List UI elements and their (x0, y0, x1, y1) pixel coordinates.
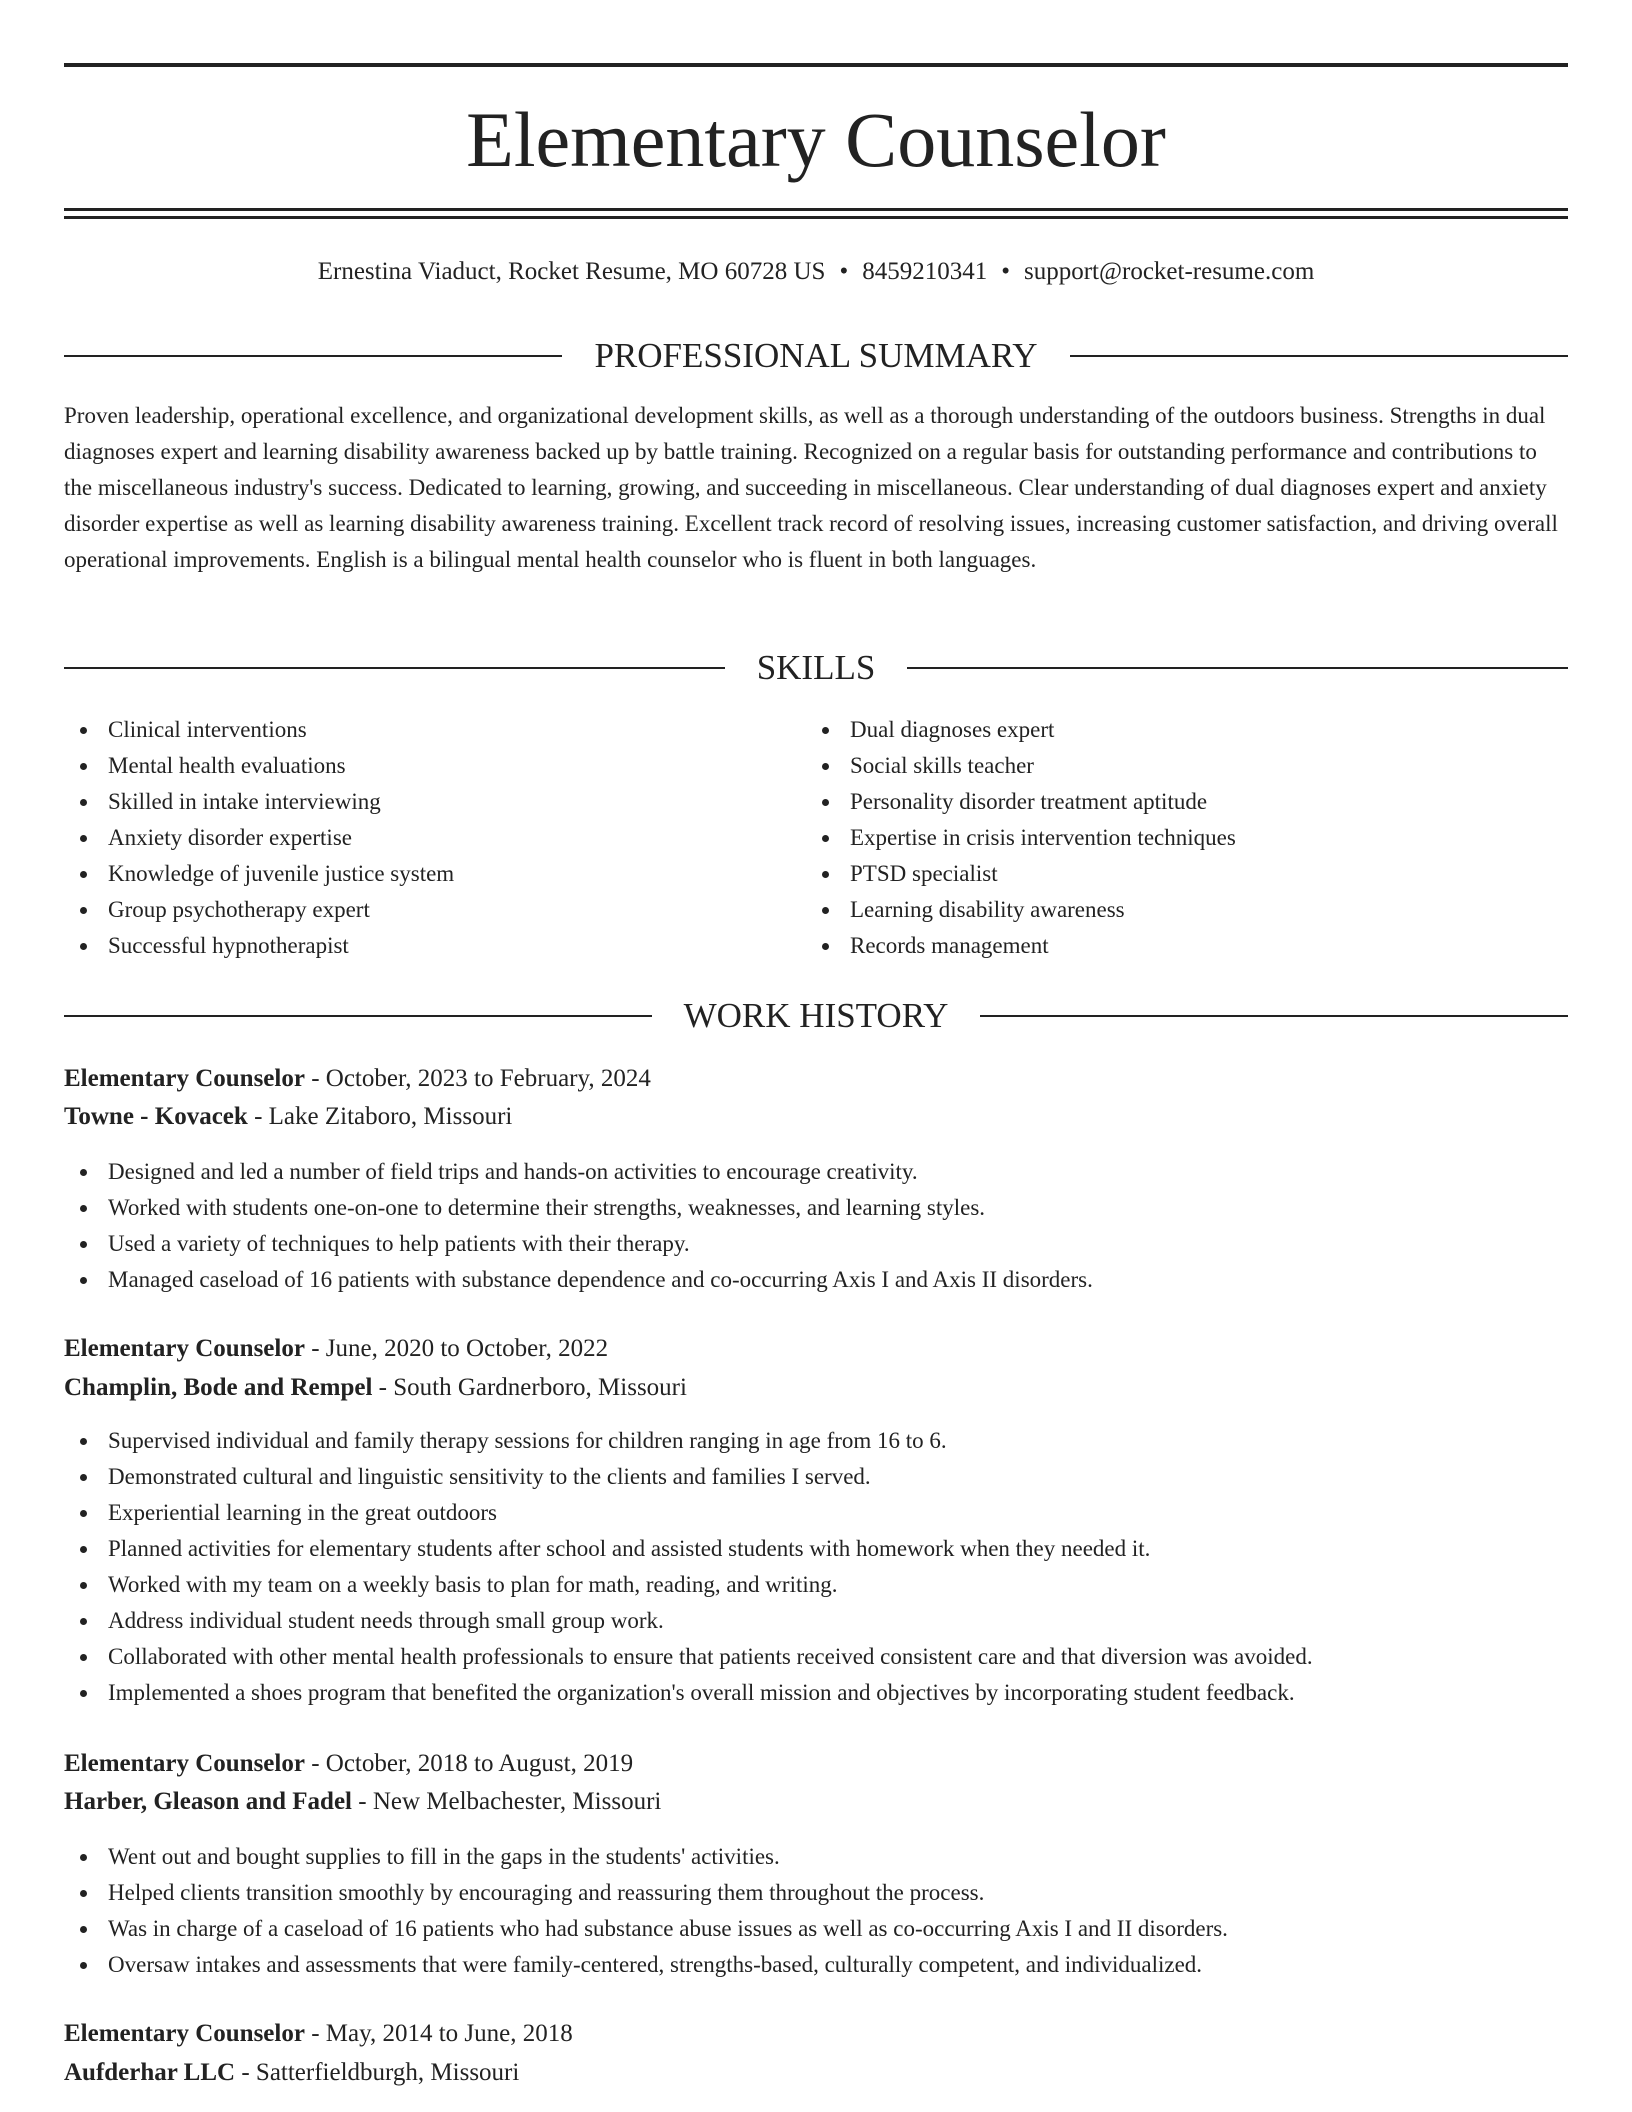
title-rule-lower (64, 216, 1568, 219)
job-dates: - October, 2018 to August, 2019 (304, 1750, 634, 1777)
job-bullet: Supervised individual and family therapy sessions for children ranging in age from 16 to 6. (64, 1423, 1568, 1459)
job-company-line (64, 1098, 1568, 1136)
title-rule-upper (64, 208, 1568, 211)
skill-item: Clinical interventions (64, 712, 764, 748)
job-company-line (64, 2054, 1568, 2092)
job-bullet: Designed and led a number of field trips and hands-on activities to encourage creativity. (64, 1154, 1568, 1190)
contact-separator: • (839, 258, 849, 285)
work-history-heading (64, 996, 1568, 1036)
contact-line (64, 256, 1568, 288)
heading-rule-right (980, 1015, 1568, 1017)
job-bullets (64, 1154, 1568, 1298)
skills-list-right (806, 712, 1568, 964)
job-company: Champlin, Bode and Rempel (64, 1374, 373, 1401)
job-bullet: Worked with my team on a weekly basis to plan for math, reading, and writing. (64, 1567, 1568, 1603)
job-title-line (64, 2015, 1568, 2053)
job-bullet: Implemented a shoes program that benefited the organization's overall mission and objectives by incorporating student feedback. (64, 1675, 1568, 1711)
job-bullets (64, 1839, 1568, 1983)
job-company: Aufderhar LLC (64, 2059, 236, 2086)
skills-heading-label: SKILLS (756, 648, 876, 687)
job-bullet: Used a variety of techniques to help patients with their therapy. (64, 1226, 1568, 1262)
work-history-heading-label: WORK HISTORY (683, 996, 949, 1035)
skill-item: Anxiety disorder expertise (64, 820, 764, 856)
contact-phone: 8459210341 (862, 258, 988, 285)
job-title-line (64, 1060, 1568, 1098)
skill-item: Social skills teacher (806, 748, 1568, 784)
resume-title: Elementary Counselor (466, 96, 1166, 183)
job-bullet: Worked with students one-on-one to determine their strengths, weaknesses, and learning styles. (64, 1190, 1568, 1226)
job-bullet: Oversaw intakes and assessments that were family-centered, strengths-based, culturally competent, and individualized. (64, 1947, 1568, 1983)
job-bullet: Was in charge of a caseload of 16 patients who had substance abuse issues as well as co-occurring Axis I and II disorders. (64, 1911, 1568, 1947)
summary-text: Proven leadership, operational excellence, and organizational development skills, as well as a thorough understanding of the outdoors business. Strengths in dual diagnoses expert and learning disability awareness backed up by battle training. Recognized on a regular basis for outstanding performance and contributions to the miscellaneous industry's success. Dedicated to learning, growing, and succeeding in miscellaneous. Clear understanding of dual diagnoses expert and anxiety disorder expertise as well as learning disability awareness training. Excellent track record of resolving issues, increasing customer satisfaction, and driving overall operational improvements. English is a bilingual mental health counselor who is fluent in both languages. (64, 403, 1558, 572)
contact-address: Ernestina Viaduct, Rocket Resume, MO 60728 US (317, 258, 826, 285)
skill-item: Mental health evaluations (64, 748, 764, 784)
job-dates: - June, 2020 to October, 2022 (304, 1335, 609, 1362)
job-location: - South Gardnerboro, Missouri (372, 1374, 687, 1401)
job-dates: - October, 2023 to February, 2024 (304, 1065, 651, 1092)
heading-rule-right (1070, 355, 1568, 357)
skill-item: PTSD specialist (806, 856, 1568, 892)
top-rule (64, 63, 1568, 67)
summary-heading-label: PROFESSIONAL SUMMARY (594, 336, 1038, 375)
job-company-line (64, 1369, 1568, 1407)
job-title: Elementary Counselor (64, 1335, 305, 1362)
heading-rule-left (64, 355, 562, 357)
job-title: Elementary Counselor (64, 2020, 305, 2047)
job-bullet: Planned activities for elementary students after school and assisted students with homework when they needed it. (64, 1531, 1568, 1567)
job-title-line (64, 1745, 1568, 1783)
job-company: Towne - Kovacek (64, 1103, 248, 1130)
job-bullet: Demonstrated cultural and linguistic sensitivity to the clients and families I served. (64, 1459, 1568, 1495)
contact-email: support@rocket-resume.com (1023, 258, 1315, 285)
job-company: Harber, Gleason and Fadel (64, 1788, 352, 1815)
job-location: - Satterfieldburgh, Missouri (235, 2059, 520, 2086)
skill-item: Skilled in intake interviewing (64, 784, 764, 820)
job-bullets (64, 1423, 1568, 1711)
job-bullet: Address individual student needs through small group work. (64, 1603, 1568, 1639)
job-dates: - May, 2014 to June, 2018 (304, 2020, 573, 2047)
job-bullet: Managed caseload of 16 patients with substance dependence and co-occurring Axis I and Axis II disorders. (64, 1262, 1568, 1298)
skill-item: Learning disability awareness (806, 892, 1568, 928)
skill-item: Dual diagnoses expert (806, 712, 1568, 748)
job-title: Elementary Counselor (64, 1750, 305, 1777)
job-location: - New Melbachester, Missouri (352, 1788, 662, 1815)
skill-item: Expertise in crisis intervention techniques (806, 820, 1568, 856)
heading-rule-left (64, 1015, 652, 1017)
heading-rule-right (907, 667, 1568, 669)
job-bullet: Went out and bought supplies to fill in the gaps in the students' activities. (64, 1839, 1568, 1875)
job-bullet: Experiential learning in the great outdoors (64, 1495, 1568, 1531)
contact-separator: • (1001, 258, 1010, 285)
job-title-line (64, 1330, 1568, 1368)
skill-item: Personality disorder treatment aptitude (806, 784, 1568, 820)
skill-item: Records management (806, 928, 1568, 964)
skill-item: Successful hypnotherapist (64, 928, 764, 964)
job-company-line (64, 1783, 1568, 1821)
skill-item: Group psychotherapy expert (64, 892, 764, 928)
job-title: Elementary Counselor (64, 1065, 305, 1092)
heading-rule-left (64, 667, 725, 669)
skill-item: Knowledge of juvenile justice system (64, 856, 764, 892)
summary-heading (64, 336, 1568, 376)
skills-list-left (64, 712, 764, 964)
job-location: - Lake Zitaboro, Missouri (247, 1103, 513, 1130)
job-bullet: Helped clients transition smoothly by encouraging and reassuring them throughout the process. (64, 1875, 1568, 1911)
job-bullet: Collaborated with other mental health professionals to ensure that patients received consistent care and that diversion was avoided. (64, 1639, 1568, 1675)
skills-heading (64, 648, 1568, 688)
